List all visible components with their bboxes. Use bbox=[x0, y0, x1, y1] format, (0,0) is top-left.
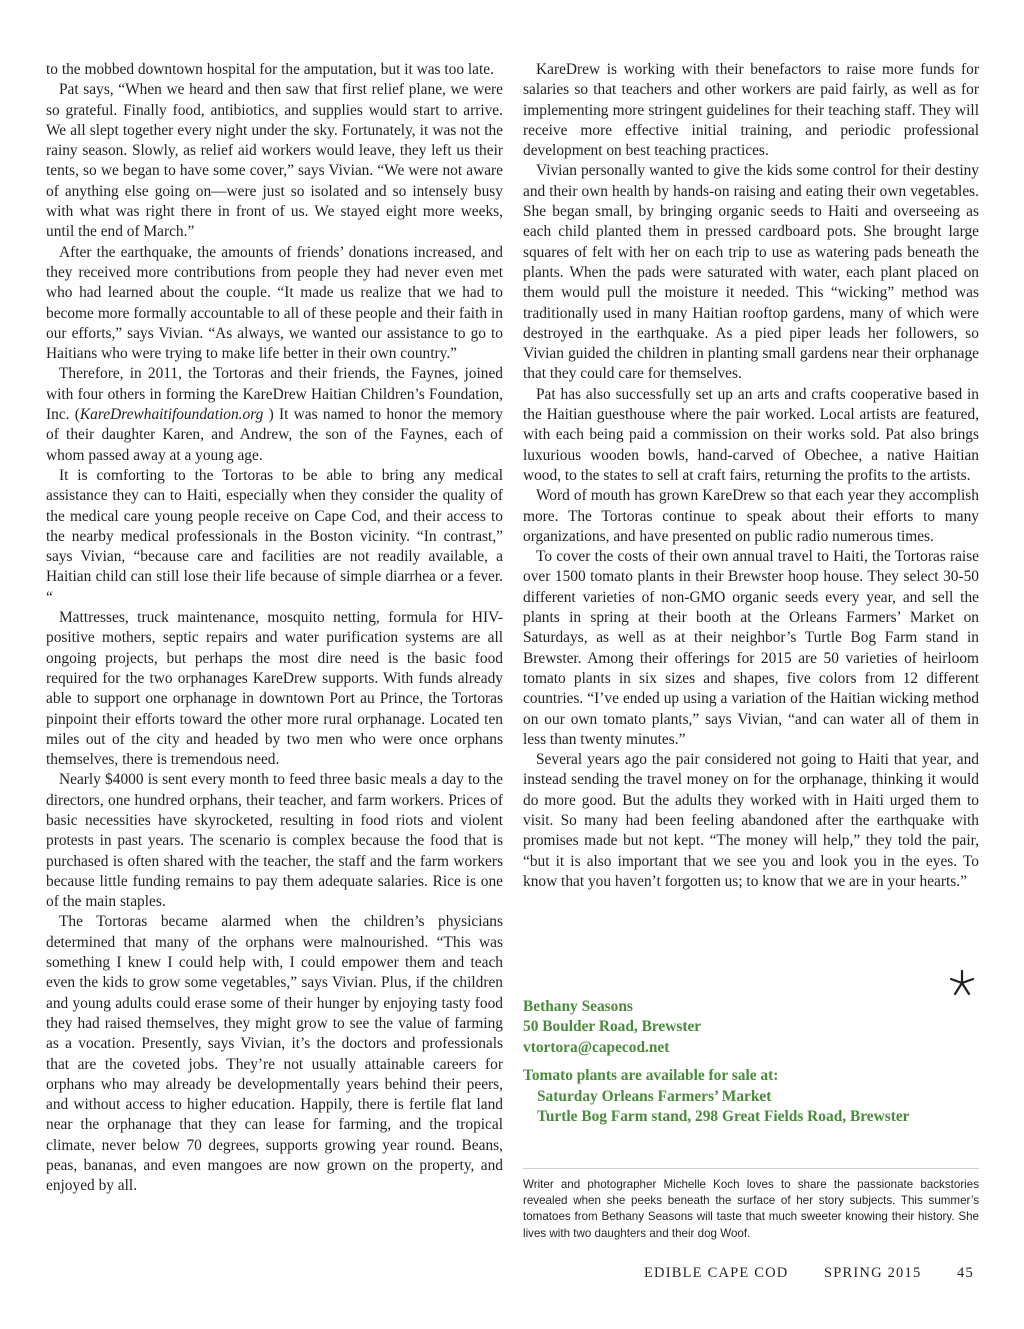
article-column-right bbox=[523, 60, 979, 892]
article-column-left bbox=[46, 60, 503, 1197]
paragraph: To cover the costs of their own annual travel to Haiti, the Tortoras raise over 1500 tomato plants in their Brewster hoop house. They select 30-50 different varieties of non-GMO organic seeds every year, and sell the plants in spring at their booth at the Orleans Farmers’ Market on Saturdays, as well as at their neighbor’s Turtle Bog Farm stand in Brewster. Among their offerings for 2015 are 50 varieties of heirloom tomato plants in six sizes and shapes, five colors from 12 different countries. “I’ve ended up using a variation of the Haitian wicking method on our own tomato plants,” says Vivian, “and can water all of them in less than twenty minutes.” bbox=[523, 548, 979, 748]
publication-name: EDIBLE CAPE COD bbox=[644, 1265, 789, 1281]
paragraph: Nearly $4000 is sent every month to feed three basic meals a day to the directors, one hundred orphans, their teacher, and farm workers. Prices of basic necessities have skyrocketed, resulting in food riots and violent protests in past years. The scenario is complex because the food that is purchased is often shared with the teacher, the staff and the farm workers because little funding remains to pay them adequate salaries. Rice is one of the main staples. bbox=[46, 771, 503, 911]
farm-name: Bethany Seasons bbox=[523, 998, 633, 1015]
page-footer bbox=[0, 1265, 1024, 1287]
foundation-website-link[interactable]: KareDrewhaitifoundation.org bbox=[79, 406, 264, 424]
sale-location: Turtle Bog Farm stand, 298 Great Fields Road, Brewster bbox=[537, 1108, 910, 1126]
paragraph: Vivian personally wanted to give the kids some control for their destiny and their own health by hands-on raising and eating their own vegetables. She began small, by bringing organic seeds to Haiti and overseeing as each child planted them in pressed cardboard pots. She brought large squares of felt with her on each trip to use as watering pads beneath the plants. When the pads were saturated with water, each plant placed on them would pull the moisture it needed. This “wicking” method was traditionally used in many Haitian rooftop gardens, many of which were destroyed in the earthquake. As a pied piper leads her followers, so Vivian guided the children in planting small gardens near their orphanage that they could care for themselves. bbox=[523, 162, 979, 383]
paragraph-text: ) It was named to honor the memory of their daughter Karen, and Andrew, the son of the Faynes, each of whom passed away at a young age. bbox=[46, 406, 503, 464]
paragraph: to the mobbed downtown hospital for the amputation, but it was too late. bbox=[46, 61, 494, 78]
paragraph: KareDrew is working with their benefactors to raise more funds for salaries so that teachers and other workers are paid fairly, as well as for implementing more stringent guidelines for their teaching staff. They will receive more effective initial training, and periodic professional development on best teaching practices. bbox=[523, 61, 979, 160]
paragraph: Mattresses, truck maintenance, mosquito netting, formula for HIV-positive mothers, septic repairs and water purification systems are all ongoing projects, but perhaps the most dire need is the basic food required for the two orphanages KareDrew supports. With funds already able to support one orphanage in downtown Port au Prince, the Tortoras pinpoint their efforts toward the other more rural orphanage. Located ten miles out of the city and headed by two men who were once orphans themselves, there is tremendous need. bbox=[46, 609, 503, 769]
paragraph: After the earthquake, the amounts of friends’ donations increased, and they received more contributions from people they had never even met who had learned about the couple. “It made us realize that we had to become more formally accountable to all of these people and their faith in our efforts,” says Vivian. “As always, we wanted our assistance to go to Haitians who were trying to make life better in their own country.” bbox=[46, 243, 503, 363]
paragraph-text: Therefore, in 2011, the Tortoras and their friends, the Faynes, joined with four others in forming the KareDrew Haitian Children’s Foundation, Inc. ( bbox=[46, 365, 503, 424]
author-bio: Writer and photographer Michelle Koch loves to share the passionate backstories revealed when she peeks beneath the surface of her story subjects. This summer’s tomatoes from Bethany Seasons will taste that much sweeter knowing their history. She lives with two daughters and their dog Woof. bbox=[523, 1178, 979, 1240]
divider bbox=[523, 1168, 979, 1169]
availability-heading: Tomato plants are available for sale at: bbox=[523, 1067, 779, 1085]
paragraph: Word of mouth has grown KareDrew so that each year they accomplish more. The Tortoras continue to speak about their efforts to many organizations, and have presented on public radio numerous times. bbox=[523, 487, 979, 545]
paragraph: It is comforting to the Tortoras to be able to bring any medical assistance they can to Haiti, especially when they consider the quality of the medical care young people receive on Cape Cod, and their access to the nearby medical professionals in the Boston vicinity. “In contrast,” says Vivian, “because care and facilities are not readily available, a Haitian child can still lose their life because of simple diarrhea or a fever. “ bbox=[46, 466, 503, 606]
paragraph: Pat says, “When we heard and then saw that first relief plane, we were so grateful. Finally food, antibiotics, and supplies would start to arrive. We all slept together every night under the sky. Fortunately, it was not the rainy season. Slowly, as relief aid workers would leave, they left us their tents, so we began to have some cover,” says Vivian. “We were not aware of anything else going on—were just so isolated and so intensely busy with what was right there in front of us. We stayed eight more weeks, until the end of March.” bbox=[46, 81, 503, 241]
paragraph: The Tortoras became alarmed when the children’s physicians determined that many of the orphans were malnourished. “This was something I knew I could help with, I could empower them and teach even the kids to grow some vegetables,” says Vivian. Plus, if the children and young adults could erase some of their hunger by enjoying tasty food they had raised themselves, they might grow to see the value of farming as a vocation. Presently, says Vivian, it’s the doctors and professionals that are the coveted jobs. They’re not usually attainable careers for orphans who may already be developmentally years behind their peers, and without access to higher education. Happily, there is fertile flat land near the orphanage that they can lease for farming, and the tropical climate, never below 70 degrees, supports growing year round. Beans, peas, bananas, and even mangoes are now grown on the property, and enjoyed by all. bbox=[46, 913, 503, 1195]
paragraph: Pat has also successfully set up an arts and crafts cooperative based in the Haitian guesthouse where the pair worked. Local artists are featured, with each being paid a commission on their works sold. Pat also brings luxurious wooden bowls, hand-carved of Obechee, a native Haitian wood, to the states to sell at craft fairs, returning the profits to the artists. bbox=[523, 385, 979, 484]
sale-location: Saturday Orleans Farmers’ Market bbox=[537, 1087, 772, 1105]
asterisk-icon bbox=[946, 967, 978, 999]
page-number: 45 bbox=[957, 1265, 974, 1281]
issue-label: SPRING 2015 bbox=[824, 1265, 922, 1281]
paragraph: Several years ago the pair considered not going to Haiti that year, and instead sending the travel money on for the orphanage, thinking it would do more good. But the adults they worked with in Haiti urged them to visit. So many had been feeling abandoned after the earthquake with promises made but not kept. “The money will help,” they told the pair, “but it is also important that we see you and look you in the eyes. To know that you haven’t forgotten us; to know that we are in your hearts.” bbox=[523, 751, 979, 890]
contact-email[interactable]: vtortora@capecod.net bbox=[523, 1038, 670, 1056]
contact-block bbox=[523, 997, 983, 1127]
farm-address: 50 Boulder Road, Brewster bbox=[523, 1018, 702, 1036]
paragraph bbox=[46, 364, 503, 465]
